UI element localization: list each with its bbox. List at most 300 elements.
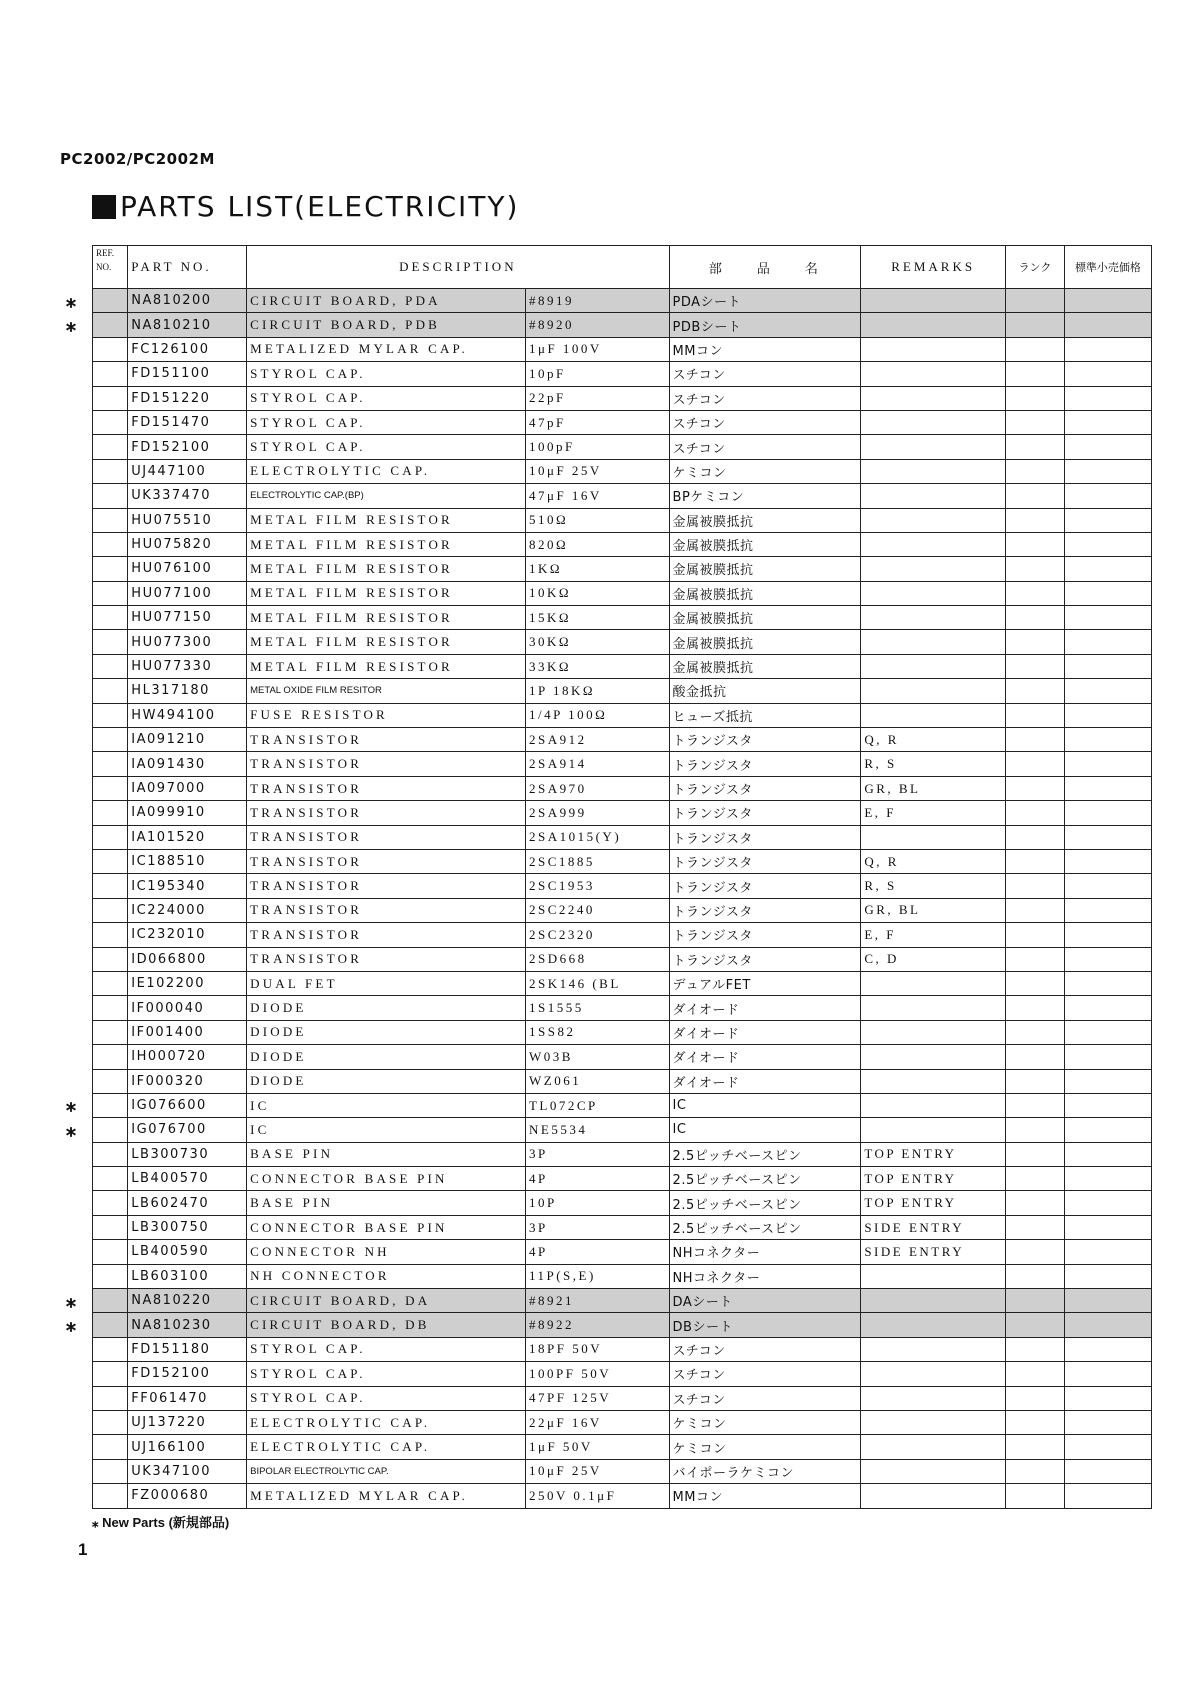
ref-cell bbox=[93, 1093, 128, 1117]
table-row bbox=[93, 801, 1152, 825]
description-cell: STYROL CAP. bbox=[247, 362, 526, 386]
price-cell bbox=[1064, 1362, 1151, 1386]
remarks-cell bbox=[861, 630, 1006, 654]
new-part-star-icon: ⁎ bbox=[66, 1289, 76, 1312]
description-cell: CONNECTOR BASE PIN bbox=[247, 1215, 526, 1239]
rank-cell bbox=[1006, 1142, 1065, 1166]
price-cell bbox=[1064, 1118, 1151, 1142]
header-remarks: REMARKS bbox=[861, 246, 1006, 289]
jp-name-cell: BPケミコン bbox=[669, 484, 861, 508]
remarks-cell: R, S bbox=[861, 874, 1006, 898]
header-description: DESCRIPTION bbox=[247, 246, 669, 289]
table-row bbox=[93, 1386, 1152, 1410]
new-part-star-icon: ⁎ bbox=[66, 1313, 76, 1336]
description-cell: BASE PIN bbox=[247, 1142, 526, 1166]
remarks-cell bbox=[861, 362, 1006, 386]
table-row bbox=[93, 971, 1152, 995]
new-part-star-icon: ⁎ bbox=[66, 1094, 76, 1117]
title-square-icon bbox=[92, 195, 116, 219]
remarks-cell: TOP ENTRY bbox=[861, 1191, 1006, 1215]
jp-name-cell: ヒューズ抵抗 bbox=[669, 703, 861, 727]
remarks-cell bbox=[861, 459, 1006, 483]
part-number-cell: UK337470 bbox=[128, 484, 247, 508]
part-number-cell: FZ000680 bbox=[128, 1484, 247, 1508]
ref-cell bbox=[93, 801, 128, 825]
description-cell: IC bbox=[247, 1093, 526, 1117]
value-cell: 2SA914 bbox=[525, 752, 669, 776]
new-part-star-icon: ⁎ bbox=[66, 313, 76, 336]
ref-cell bbox=[93, 386, 128, 410]
jp-name-cell: トランジスタ bbox=[669, 947, 861, 971]
value-cell: 1μF 50V bbox=[525, 1435, 669, 1459]
table-row bbox=[93, 1289, 1152, 1313]
remarks-cell bbox=[861, 557, 1006, 581]
part-number-cell: IF000320 bbox=[128, 1069, 247, 1093]
rank-cell bbox=[1006, 776, 1065, 800]
remarks-cell: SIDE ENTRY bbox=[861, 1215, 1006, 1239]
jp-name-cell: DBシート bbox=[669, 1313, 861, 1337]
value-cell: 3P bbox=[525, 1215, 669, 1239]
part-number-cell: IC188510 bbox=[128, 849, 247, 873]
price-cell bbox=[1064, 1167, 1151, 1191]
jp-name-cell: スチコン bbox=[669, 1386, 861, 1410]
part-number-cell: FD151180 bbox=[128, 1337, 247, 1361]
rank-cell bbox=[1006, 1191, 1065, 1215]
description-cell: STYROL CAP. bbox=[247, 386, 526, 410]
remarks-cell bbox=[861, 1069, 1006, 1093]
remarks-cell bbox=[861, 484, 1006, 508]
table-row bbox=[93, 923, 1152, 947]
remarks-cell bbox=[861, 1362, 1006, 1386]
rank-cell bbox=[1006, 1410, 1065, 1434]
price-cell bbox=[1064, 337, 1151, 361]
ref-cell bbox=[93, 1337, 128, 1361]
table-row bbox=[93, 484, 1152, 508]
ref-cell bbox=[93, 1142, 128, 1166]
table-row bbox=[93, 557, 1152, 581]
part-number-cell: HU077150 bbox=[128, 606, 247, 630]
rank-cell bbox=[1006, 630, 1065, 654]
price-cell bbox=[1064, 703, 1151, 727]
value-cell: 2SA912 bbox=[525, 728, 669, 752]
value-cell: 2SC2320 bbox=[525, 923, 669, 947]
remarks-cell bbox=[861, 1337, 1006, 1361]
jp-name-cell: 2.5ピッチベースピン bbox=[669, 1142, 861, 1166]
rank-cell bbox=[1006, 1435, 1065, 1459]
table-row bbox=[93, 508, 1152, 532]
jp-name-cell: スチコン bbox=[669, 410, 861, 434]
rank-cell bbox=[1006, 1289, 1065, 1313]
ref-cell bbox=[93, 1191, 128, 1215]
ref-cell bbox=[93, 313, 128, 337]
part-number-cell: FD151100 bbox=[128, 362, 247, 386]
price-cell bbox=[1064, 386, 1151, 410]
jp-name-cell: 2.5ピッチベースピン bbox=[669, 1167, 861, 1191]
ref-cell bbox=[93, 606, 128, 630]
value-cell: 1KΩ bbox=[525, 557, 669, 581]
jp-name-cell: 金属被膜抵抗 bbox=[669, 508, 861, 532]
remarks-cell bbox=[861, 1020, 1006, 1044]
jp-name-cell: PDBシート bbox=[669, 313, 861, 337]
table-row bbox=[93, 703, 1152, 727]
part-number-cell: IE102200 bbox=[128, 971, 247, 995]
table-row bbox=[93, 1045, 1152, 1069]
table-row bbox=[93, 532, 1152, 556]
table-row bbox=[93, 825, 1152, 849]
part-number-cell: HU077100 bbox=[128, 581, 247, 605]
value-cell: 10P bbox=[525, 1191, 669, 1215]
rank-cell bbox=[1006, 1069, 1065, 1093]
part-number-cell: LB400570 bbox=[128, 1167, 247, 1191]
ref-cell bbox=[93, 1362, 128, 1386]
page-number: 1 bbox=[78, 1540, 88, 1559]
value-cell: 47PF 125V bbox=[525, 1386, 669, 1410]
jp-name-cell: 金属被膜抵抗 bbox=[669, 606, 861, 630]
price-cell bbox=[1064, 1435, 1151, 1459]
ref-cell bbox=[93, 923, 128, 947]
price-cell bbox=[1064, 898, 1151, 922]
description-cell: TRANSISTOR bbox=[247, 776, 526, 800]
rank-cell bbox=[1006, 1484, 1065, 1508]
rank-cell bbox=[1006, 1215, 1065, 1239]
rank-cell bbox=[1006, 362, 1065, 386]
remarks-cell bbox=[861, 435, 1006, 459]
price-cell bbox=[1064, 1410, 1151, 1434]
table-row bbox=[93, 1410, 1152, 1434]
price-cell bbox=[1064, 484, 1151, 508]
jp-name-cell: 2.5ピッチベースピン bbox=[669, 1215, 861, 1239]
table-row bbox=[93, 1264, 1152, 1288]
price-cell bbox=[1064, 728, 1151, 752]
part-number-cell: HU075510 bbox=[128, 508, 247, 532]
price-cell bbox=[1064, 532, 1151, 556]
table-row bbox=[93, 728, 1152, 752]
table-row bbox=[93, 654, 1152, 678]
price-cell bbox=[1064, 508, 1151, 532]
table-row bbox=[93, 776, 1152, 800]
jp-name-cell: NHコネクター bbox=[669, 1240, 861, 1264]
value-cell: 100pF bbox=[525, 435, 669, 459]
description-cell: BASE PIN bbox=[247, 1191, 526, 1215]
remarks-cell bbox=[861, 1313, 1006, 1337]
value-cell: 2SK146 (BL bbox=[525, 971, 669, 995]
table-row bbox=[93, 1313, 1152, 1337]
description-cell: METAL FILM RESISTOR bbox=[247, 532, 526, 556]
part-number-cell: IA091210 bbox=[128, 728, 247, 752]
jp-name-cell: デュアルFET bbox=[669, 971, 861, 995]
description-cell: TRANSISTOR bbox=[247, 825, 526, 849]
value-cell: #8919 bbox=[525, 289, 669, 313]
ref-cell bbox=[93, 947, 128, 971]
remarks-cell bbox=[861, 825, 1006, 849]
remarks-cell bbox=[861, 532, 1006, 556]
price-cell bbox=[1064, 410, 1151, 434]
jp-name-cell: スチコン bbox=[669, 1337, 861, 1361]
description-cell: ELECTROLYTIC CAP. bbox=[247, 459, 526, 483]
price-cell bbox=[1064, 996, 1151, 1020]
value-cell: 10μF 25V bbox=[525, 1459, 669, 1483]
remarks-cell bbox=[861, 971, 1006, 995]
remarks-cell: SIDE ENTRY bbox=[861, 1240, 1006, 1264]
remarks-cell bbox=[861, 679, 1006, 703]
jp-name-cell: MMコン bbox=[669, 1484, 861, 1508]
value-cell: 510Ω bbox=[525, 508, 669, 532]
rank-cell bbox=[1006, 581, 1065, 605]
remarks-cell bbox=[861, 1289, 1006, 1313]
ref-cell bbox=[93, 1313, 128, 1337]
remarks-cell bbox=[861, 1435, 1006, 1459]
table-row bbox=[93, 898, 1152, 922]
description-cell: FUSE RESISTOR bbox=[247, 703, 526, 727]
table-row bbox=[93, 1069, 1152, 1093]
description-cell: STYROL CAP. bbox=[247, 1386, 526, 1410]
ref-cell bbox=[93, 1289, 128, 1313]
remarks-cell: GR, BL bbox=[861, 776, 1006, 800]
price-cell bbox=[1064, 289, 1151, 313]
rank-cell bbox=[1006, 484, 1065, 508]
table-row bbox=[93, 1337, 1152, 1361]
rank-cell bbox=[1006, 313, 1065, 337]
jp-name-cell: 酸金抵抗 bbox=[669, 679, 861, 703]
price-cell bbox=[1064, 971, 1151, 995]
jp-name-cell: トランジスタ bbox=[669, 874, 861, 898]
jp-name-cell: ダイオード bbox=[669, 1069, 861, 1093]
description-cell: CIRCUIT BOARD, PDB bbox=[247, 313, 526, 337]
remarks-cell bbox=[861, 386, 1006, 410]
table-row bbox=[93, 289, 1152, 313]
parts-table bbox=[92, 245, 1152, 1509]
price-cell bbox=[1064, 1484, 1151, 1508]
value-cell: 22μF 16V bbox=[525, 1410, 669, 1434]
table-row bbox=[93, 410, 1152, 434]
remarks-cell: Q, R bbox=[861, 728, 1006, 752]
description-cell: ELECTROLYTIC CAP. bbox=[247, 1435, 526, 1459]
description-cell: TRANSISTOR bbox=[247, 898, 526, 922]
jp-name-cell: NHコネクター bbox=[669, 1264, 861, 1288]
table-row bbox=[93, 1093, 1152, 1117]
part-number-cell: NA810210 bbox=[128, 313, 247, 337]
new-part-star-icon: ⁎ bbox=[66, 1118, 76, 1141]
jp-name-cell: トランジスタ bbox=[669, 776, 861, 800]
part-number-cell: HU075820 bbox=[128, 532, 247, 556]
rank-cell bbox=[1006, 728, 1065, 752]
price-cell bbox=[1064, 1264, 1151, 1288]
price-cell bbox=[1064, 362, 1151, 386]
remarks-cell bbox=[861, 996, 1006, 1020]
value-cell: 18PF 50V bbox=[525, 1337, 669, 1361]
rank-cell bbox=[1006, 1020, 1065, 1044]
ref-cell bbox=[93, 581, 128, 605]
ref-cell bbox=[93, 654, 128, 678]
value-cell: 4P bbox=[525, 1240, 669, 1264]
value-cell: 10KΩ bbox=[525, 581, 669, 605]
table-row bbox=[93, 1167, 1152, 1191]
jp-name-cell: トランジスタ bbox=[669, 849, 861, 873]
rank-cell bbox=[1006, 1337, 1065, 1361]
value-cell: 1P 18KΩ bbox=[525, 679, 669, 703]
description-cell: CONNECTOR BASE PIN bbox=[247, 1167, 526, 1191]
value-cell: 1μF 100V bbox=[525, 337, 669, 361]
remarks-cell bbox=[861, 1118, 1006, 1142]
rank-cell bbox=[1006, 679, 1065, 703]
description-cell: STYROL CAP. bbox=[247, 410, 526, 434]
value-cell: 2SC1885 bbox=[525, 849, 669, 873]
jp-name-cell: スチコン bbox=[669, 435, 861, 459]
ref-cell bbox=[93, 703, 128, 727]
rank-cell bbox=[1006, 947, 1065, 971]
description-cell: STYROL CAP. bbox=[247, 1337, 526, 1361]
price-cell bbox=[1064, 1215, 1151, 1239]
remarks-cell: Q, R bbox=[861, 849, 1006, 873]
ref-cell bbox=[93, 1020, 128, 1044]
jp-name-cell: DAシート bbox=[669, 1289, 861, 1313]
table-row bbox=[93, 386, 1152, 410]
rank-cell bbox=[1006, 337, 1065, 361]
parts-table-body bbox=[93, 289, 1152, 1509]
price-cell bbox=[1064, 679, 1151, 703]
part-number-cell: HL317180 bbox=[128, 679, 247, 703]
rank-cell bbox=[1006, 557, 1065, 581]
ref-cell bbox=[93, 1118, 128, 1142]
value-cell: 10μF 25V bbox=[525, 459, 669, 483]
new-part-star-icon: ⁎ bbox=[66, 289, 76, 312]
price-cell bbox=[1064, 459, 1151, 483]
part-number-cell: IC224000 bbox=[128, 898, 247, 922]
description-cell: METAL FILM RESISTOR bbox=[247, 557, 526, 581]
value-cell: 100PF 50V bbox=[525, 1362, 669, 1386]
rank-cell bbox=[1006, 1093, 1065, 1117]
jp-name-cell: トランジスタ bbox=[669, 898, 861, 922]
part-number-cell: IF000040 bbox=[128, 996, 247, 1020]
jp-name-cell: スチコン bbox=[669, 1362, 861, 1386]
table-row bbox=[93, 1459, 1152, 1483]
part-number-cell: FC126100 bbox=[128, 337, 247, 361]
description-cell: CONNECTOR NH bbox=[247, 1240, 526, 1264]
ref-cell bbox=[93, 1069, 128, 1093]
rank-cell bbox=[1006, 508, 1065, 532]
rank-cell bbox=[1006, 1045, 1065, 1069]
ref-cell bbox=[93, 776, 128, 800]
value-cell: 47pF bbox=[525, 410, 669, 434]
remarks-cell bbox=[861, 1045, 1006, 1069]
part-number-cell: LB603100 bbox=[128, 1264, 247, 1288]
remarks-cell bbox=[861, 1264, 1006, 1288]
rank-cell bbox=[1006, 1264, 1065, 1288]
rank-cell bbox=[1006, 1362, 1065, 1386]
page-title bbox=[92, 190, 519, 223]
remarks-cell: TOP ENTRY bbox=[861, 1167, 1006, 1191]
value-cell: 30KΩ bbox=[525, 630, 669, 654]
rank-cell bbox=[1006, 606, 1065, 630]
rank-cell bbox=[1006, 849, 1065, 873]
price-cell bbox=[1064, 1020, 1151, 1044]
remarks-cell: TOP ENTRY bbox=[861, 1142, 1006, 1166]
part-number-cell: HU076100 bbox=[128, 557, 247, 581]
part-number-cell: LB300750 bbox=[128, 1215, 247, 1239]
ref-cell bbox=[93, 679, 128, 703]
rank-cell bbox=[1006, 289, 1065, 313]
part-number-cell: HW494100 bbox=[128, 703, 247, 727]
part-number-cell: IC232010 bbox=[128, 923, 247, 947]
ref-cell bbox=[93, 996, 128, 1020]
jp-name-cell: ダイオード bbox=[669, 1045, 861, 1069]
description-cell: METAL FILM RESISTOR bbox=[247, 654, 526, 678]
description-cell: TRANSISTOR bbox=[247, 752, 526, 776]
jp-name-cell: 金属被膜抵抗 bbox=[669, 630, 861, 654]
part-number-cell: NA810220 bbox=[128, 1289, 247, 1313]
price-cell bbox=[1064, 630, 1151, 654]
ref-cell bbox=[93, 1167, 128, 1191]
part-number-cell: FD152100 bbox=[128, 435, 247, 459]
jp-name-cell: トランジスタ bbox=[669, 801, 861, 825]
remarks-cell bbox=[861, 1410, 1006, 1434]
part-number-cell: UJ137220 bbox=[128, 1410, 247, 1434]
part-number-cell: ID066800 bbox=[128, 947, 247, 971]
value-cell: 2SD668 bbox=[525, 947, 669, 971]
jp-name-cell: 金属被膜抵抗 bbox=[669, 654, 861, 678]
ref-cell bbox=[93, 1484, 128, 1508]
value-cell: 4P bbox=[525, 1167, 669, 1191]
remarks-cell: C, D bbox=[861, 947, 1006, 971]
description-cell: METAL FILM RESISTOR bbox=[247, 606, 526, 630]
description-cell: DIODE bbox=[247, 1045, 526, 1069]
value-cell: 22pF bbox=[525, 386, 669, 410]
part-number-cell: LB602470 bbox=[128, 1191, 247, 1215]
rank-cell bbox=[1006, 703, 1065, 727]
part-number-cell: HU077330 bbox=[128, 654, 247, 678]
jp-name-cell: スチコン bbox=[669, 362, 861, 386]
price-cell bbox=[1064, 1045, 1151, 1069]
price-cell bbox=[1064, 606, 1151, 630]
value-cell: 1/4P 100Ω bbox=[525, 703, 669, 727]
part-number-cell: NA810200 bbox=[128, 289, 247, 313]
rank-cell bbox=[1006, 654, 1065, 678]
part-number-cell: IH000720 bbox=[128, 1045, 247, 1069]
jp-name-cell: 金属被膜抵抗 bbox=[669, 581, 861, 605]
jp-name-cell: トランジスタ bbox=[669, 825, 861, 849]
description-cell: METAL OXIDE FILM RESITOR bbox=[247, 679, 526, 703]
rank-cell bbox=[1006, 386, 1065, 410]
ref-cell bbox=[93, 1240, 128, 1264]
jp-name-cell: トランジスタ bbox=[669, 752, 861, 776]
description-cell: CIRCUIT BOARD, PDA bbox=[247, 289, 526, 313]
part-number-cell: IA101520 bbox=[128, 825, 247, 849]
part-number-cell: UJ166100 bbox=[128, 1435, 247, 1459]
table-row bbox=[93, 1020, 1152, 1044]
ref-cell bbox=[93, 1435, 128, 1459]
ref-cell bbox=[93, 508, 128, 532]
table-row bbox=[93, 996, 1152, 1020]
jp-name-cell: 金属被膜抵抗 bbox=[669, 557, 861, 581]
description-cell: METAL FILM RESISTOR bbox=[247, 508, 526, 532]
price-cell bbox=[1064, 947, 1151, 971]
ref-cell bbox=[93, 728, 128, 752]
jp-name-cell: ケミコン bbox=[669, 459, 861, 483]
price-cell bbox=[1064, 313, 1151, 337]
rank-cell bbox=[1006, 1386, 1065, 1410]
table-header-row bbox=[93, 246, 1152, 289]
value-cell: 33KΩ bbox=[525, 654, 669, 678]
price-cell bbox=[1064, 1386, 1151, 1410]
remarks-cell: GR, BL bbox=[861, 898, 1006, 922]
ref-cell bbox=[93, 1045, 128, 1069]
header-jp-name: 部 品 名 bbox=[669, 246, 861, 289]
description-cell: TRANSISTOR bbox=[247, 728, 526, 752]
description-cell: ELECTROLYTIC CAP.(BP) bbox=[247, 484, 526, 508]
value-cell: W03B bbox=[525, 1045, 669, 1069]
value-cell: #8921 bbox=[525, 1289, 669, 1313]
remarks-cell bbox=[861, 1484, 1006, 1508]
